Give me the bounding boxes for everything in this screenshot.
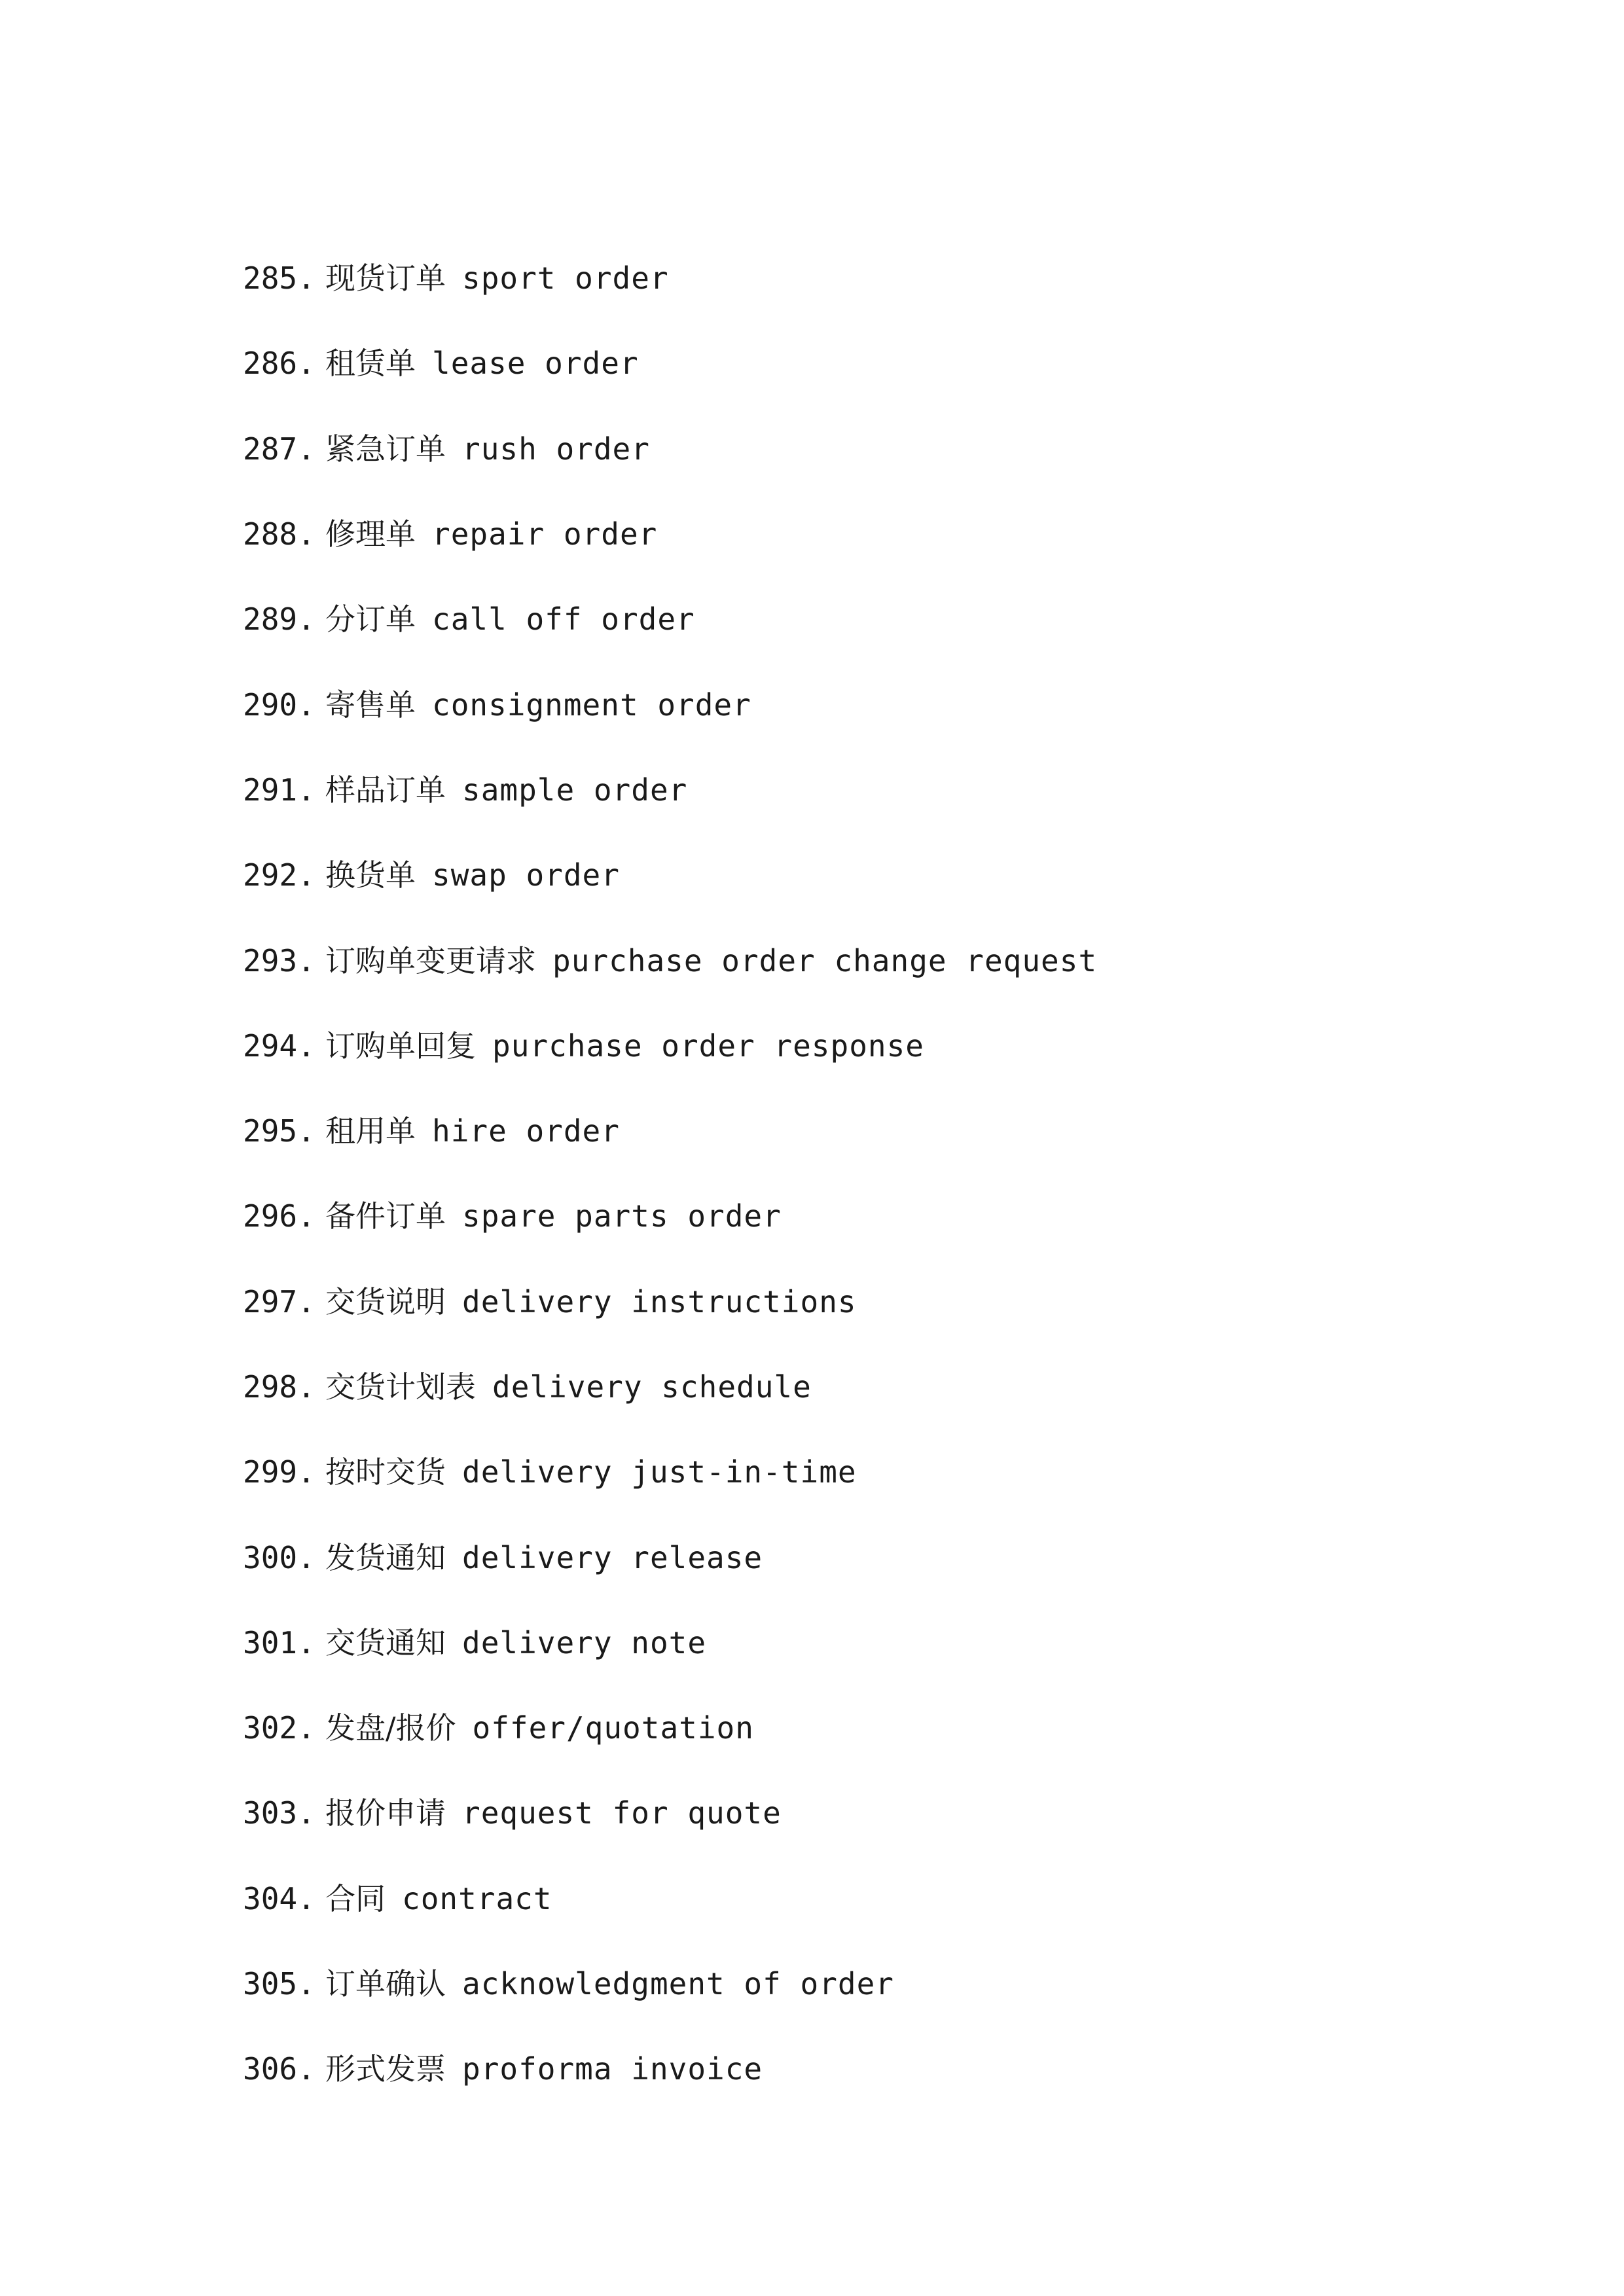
glossary-entry <box>243 1685 1097 1770</box>
glossary-entry <box>243 918 1097 1003</box>
entry-english-term: delivery just-in-time <box>462 1454 857 1490</box>
entry-english-term: call off order <box>432 601 695 637</box>
entry-number: 287. <box>243 431 316 467</box>
entry-number: 301. <box>243 1624 316 1660</box>
entry-chinese-term: 报价申请 <box>325 1795 446 1831</box>
glossary-entry <box>243 236 1097 321</box>
entry-english-term: repair order <box>432 516 658 552</box>
glossary-entry <box>243 1515 1097 1600</box>
entry-chinese-term: 备件订单 <box>325 1198 446 1234</box>
entry-english-term: delivery note <box>462 1624 707 1660</box>
entry-english-term: spare parts order <box>462 1198 782 1234</box>
entry-english-term: delivery schedule <box>492 1369 812 1405</box>
entry-number: 300. <box>243 1539 316 1575</box>
entry-number: 296. <box>243 1198 316 1234</box>
glossary-entry <box>243 577 1097 662</box>
entry-chinese-term: 租赁单 <box>325 346 416 382</box>
entry-chinese-term: 交货通知 <box>325 1624 446 1660</box>
entry-number: 294. <box>243 1028 316 1064</box>
entry-number: 305. <box>243 1966 316 2002</box>
entry-english-term: sample order <box>462 772 688 808</box>
entry-number: 291. <box>243 772 316 808</box>
entry-chinese-term: 交货计划表 <box>325 1369 476 1405</box>
glossary-entry <box>243 1174 1097 1259</box>
entry-number: 286. <box>243 346 316 382</box>
entry-chinese-term: 换货单 <box>325 857 416 893</box>
entry-chinese-term: 按时交货 <box>325 1454 446 1490</box>
entry-chinese-term: 样品订单 <box>325 772 446 808</box>
entry-chinese-term: 订购单回复 <box>325 1028 476 1064</box>
entry-english-term: acknowledgment of order <box>462 1966 894 2002</box>
entry-english-term: purchase order response <box>492 1028 924 1064</box>
entry-english-term: contract <box>402 1880 552 1916</box>
entry-english-term: proforma invoice <box>462 2051 763 2087</box>
entry-english-term: offer/quotation <box>472 1710 754 1746</box>
entry-number: 298. <box>243 1369 316 1405</box>
entry-chinese-term: 形式发票 <box>325 2051 446 2087</box>
glossary-entry <box>243 1856 1097 1941</box>
entry-number: 288. <box>243 516 316 552</box>
entry-number: 293. <box>243 942 316 978</box>
entry-number: 297. <box>243 1283 316 1319</box>
entry-number: 306. <box>243 2051 316 2087</box>
entry-english-term: consignment order <box>432 687 751 723</box>
entry-english-term: purchase order change request <box>552 942 1098 978</box>
entry-number: 290. <box>243 687 316 723</box>
entry-chinese-term: 修理单 <box>325 516 416 552</box>
entry-english-term: hire order <box>432 1113 620 1149</box>
glossary-entry <box>243 1088 1097 1174</box>
glossary-entry <box>243 492 1097 577</box>
entry-chinese-term: 发货通知 <box>325 1539 446 1575</box>
glossary-entry <box>243 1344 1097 1429</box>
entry-chinese-term: 订购单变更请求 <box>325 942 536 978</box>
entry-english-term: request for quote <box>462 1795 782 1831</box>
entry-chinese-term: 分订单 <box>325 601 416 637</box>
entry-number: 295. <box>243 1113 316 1149</box>
entry-english-term: delivery release <box>462 1539 763 1575</box>
entry-chinese-term: 订单确认 <box>325 1966 446 2002</box>
entry-chinese-term: 现货订单 <box>325 260 446 296</box>
glossary-entry <box>243 321 1097 406</box>
entry-number: 285. <box>243 260 316 296</box>
entry-chinese-term: 交货说明 <box>325 1283 446 1319</box>
entry-english-term: sport order <box>462 260 669 296</box>
glossary-list <box>243 236 1097 2112</box>
entry-number: 299. <box>243 1454 316 1490</box>
entry-number: 302. <box>243 1710 316 1746</box>
entry-number: 303. <box>243 1795 316 1831</box>
entry-number: 289. <box>243 601 316 637</box>
entry-number: 304. <box>243 1880 316 1916</box>
glossary-entry <box>243 1429 1097 1515</box>
glossary-entry <box>243 1600 1097 1685</box>
entry-english-term: rush order <box>462 431 650 467</box>
entry-chinese-term: 合同 <box>325 1880 386 1916</box>
entry-chinese-term: 寄售单 <box>325 687 416 723</box>
glossary-entry <box>243 1770 1097 1856</box>
entry-english-term: delivery instructions <box>462 1283 857 1319</box>
glossary-entry <box>243 747 1097 833</box>
glossary-entry <box>243 406 1097 492</box>
entry-chinese-term: 发盘/报价 <box>325 1710 456 1746</box>
glossary-entry <box>243 1003 1097 1088</box>
entry-english-term: swap order <box>432 857 620 893</box>
glossary-entry <box>243 2026 1097 2111</box>
entry-number: 292. <box>243 857 316 893</box>
entry-english-term: lease order <box>432 346 639 382</box>
entry-chinese-term: 紧急订单 <box>325 431 446 467</box>
glossary-entry <box>243 1259 1097 1344</box>
entry-chinese-term: 租用单 <box>325 1113 416 1149</box>
glossary-entry <box>243 662 1097 747</box>
glossary-entry <box>243 833 1097 918</box>
glossary-entry <box>243 1941 1097 2026</box>
